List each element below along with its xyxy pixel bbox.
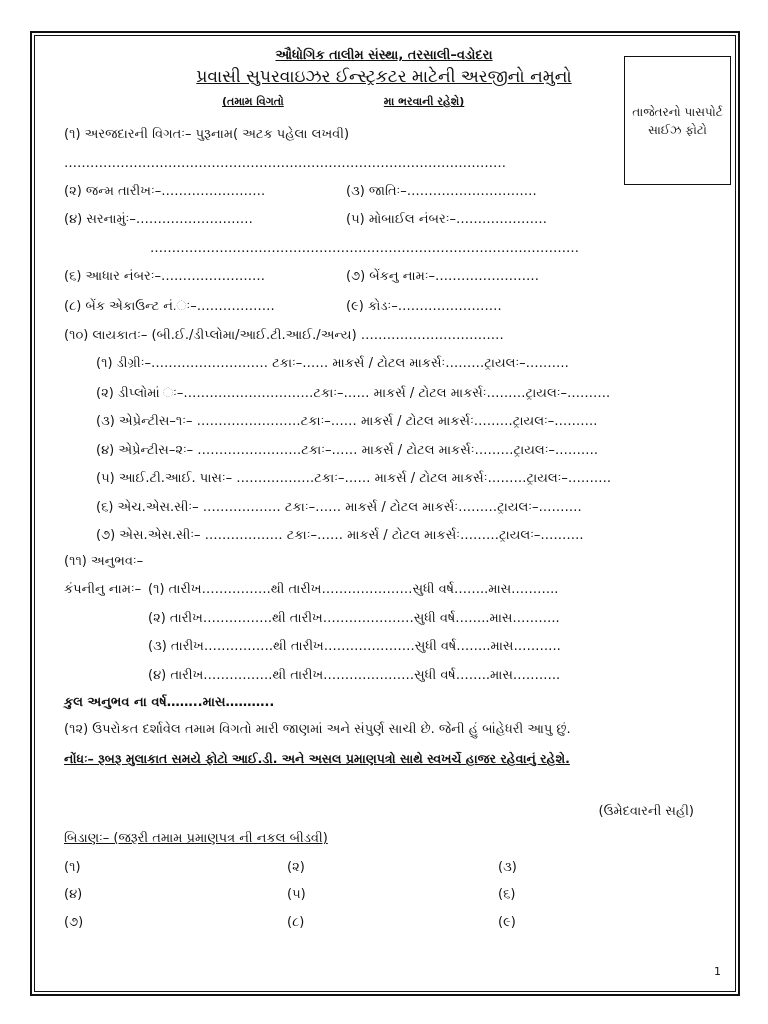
enclosure-item: (૫) — [287, 887, 306, 902]
enclosure-item: (૨) — [287, 860, 305, 875]
experience-row: (૧) તારીખ…………….થી તારીખ…………………સુધી વર્ષ……..માસ……….. — [148, 582, 559, 597]
total-experience: કુલ અનુભવ ના વર્ષ……..માસ……….. — [64, 695, 275, 710]
qual-apprentice-2: (૪) એપ્રેન્ટીસ–૨ઃ– ……………………ટકાઃ–…… માકર્સ / ટોટલ માકર્સઃ………ટ્રાયલઃ–………. — [96, 443, 599, 458]
field-qualification: (૧૦) લાયકાતઃ– (બી.ઈ./ડીપ્લોમા/આઈ.ટી.આઈ./અન્ય) …………………………… — [64, 328, 504, 343]
field-caste: (૩) જાતિઃ–………………………… — [346, 184, 537, 199]
form-title: પ્રવાસી સુપરવાઇઝર ઈન્સ્ટ્રકટર માટેની અરજીનો નમુનો — [196, 67, 572, 87]
note: નોંધઃ– રૂબરૂ મુલાકાત સમયે ફોટો આઈ.ડી. અને અસલ પ્રમાણપત્રો સાથે સ્વખર્ચે હાજર રહેવાનું રહેશે. — [64, 751, 570, 766]
enclosure-item: (૬) — [498, 887, 516, 902]
qual-iti: (૫) આઈ.ટી.આઈ. પાસઃ– ………………ટકાઃ–…… માકર્સ / ટોટલ માકર્સઃ………ટ્રાયલઃ–………. — [96, 471, 612, 486]
enclosure-item: (૪) — [64, 887, 83, 902]
enclosure-item: (૭) — [64, 915, 84, 930]
experience-heading: (૧૧) અનુભવઃ– — [64, 554, 144, 569]
field-applicant-name-line: ………………………………………………………………………………………… — [64, 156, 506, 171]
candidate-signature: (ઉમેદવારની સહી) — [598, 804, 694, 819]
declaration: (૧૨) ઉપરોકત દર્શાવેલ તમામ વિગતો મારી જાણમાં અને સંપુર્ણ સાચી છે. જેની હું બાંહેધરી આપુ છું. — [64, 722, 571, 737]
qual-apprentice-1: (૩) એપ્રેન્ટીસ–૧ઃ– ……………………ટકાઃ–…… માકર્સ / ટોટલ માકર્સઃ………ટ્રાયલઃ–………. — [96, 414, 598, 429]
field-birth-date: (૨) જન્મ તારીખઃ–…………………… — [64, 184, 266, 199]
page-number: 1 — [714, 965, 721, 978]
experience-company: કંપનીનુ નામઃ– — [64, 582, 142, 597]
qual-degree: (૧) ડીગ્રીઃ–……………………… ટકાઃ–…… માકર્સ / ટોટલ માકર્સઃ………ટ્રાયલઃ–………. — [96, 356, 569, 371]
experience-row: (૨) તારીખ…………….થી તારીખ…………………સુધી વર્ષ……..માસ……….. — [148, 611, 560, 626]
qual-ssc: (૭) એસ.એસ.સીઃ– ……………… ટકાઃ–…… માકર્સ / ટોટલ માકર્સઃ………ટ્રાયલઃ–………. — [96, 528, 584, 543]
field-aadhaar: (૬) આધાર નંબરઃ–…………………… — [64, 269, 266, 284]
enclosure-item: (૯) — [498, 915, 516, 930]
form-instruction: (તમામ વિગતો મા ભરવાની રહેશે) — [222, 95, 465, 108]
experience-row: (૩) તારીખ…………….થી તારીખ…………………સુધી વર્ષ……..માસ……….. — [148, 639, 561, 654]
field-address: (૪) સરનામુંઃ–……………………… — [64, 212, 253, 227]
experience-row: (૪) તારીખ…………….થી તારીખ…………………સુધી વર્ષ……..માસ……….. — [148, 668, 561, 683]
field-mobile: (૫) મોબાઈલ નંબરઃ–………………… — [346, 212, 547, 227]
photo-box: તાજેતરનો પાસપોર્ટ સાઈઝ ફોટો — [624, 56, 731, 185]
enclosure-item: (૩) — [498, 860, 517, 875]
field-address-line: ……………………………………………………………………………………… — [150, 241, 579, 256]
field-applicant-name: (૧) અરજદારની વિગતઃ– પુરૂનામ( અટક પહેલા લખવી) — [64, 127, 350, 142]
enclosure-item: (૧) — [64, 860, 81, 875]
qual-hsc: (૬) એચ.એસ.સીઃ– ……………… ટકાઃ–…… માકર્સ / ટોટલ માકર્સઃ………ટ્રાયલઃ–………. — [96, 500, 582, 515]
institute-name: ઔધોગિક તાલીમ સંસ્થા, તરસાલી–વડોદરા — [275, 48, 493, 63]
field-bank-account: (૮) બેંક એકાઉન્ટ નં.ઃ–……………… — [64, 299, 275, 314]
qual-diploma: (૨) ડીપ્લોમાં ઃ–…………………………ટકાઃ–…… માકર્સ / ટોટલ માકર્સઃ………ટ્રાયલઃ–………. — [96, 386, 611, 401]
enclosure-item: (૮) — [287, 915, 305, 930]
field-bank-name: (૭) બેંકનુ નામઃ–…………………… — [346, 269, 540, 284]
field-ifsc: (૯) કોડઃ–…………………… — [346, 299, 502, 314]
enclosures-heading: બિડાણઃ– (જરૂરી તમામ પ્રમાણપત્ર ની નકલ બીડવી) — [64, 831, 328, 846]
